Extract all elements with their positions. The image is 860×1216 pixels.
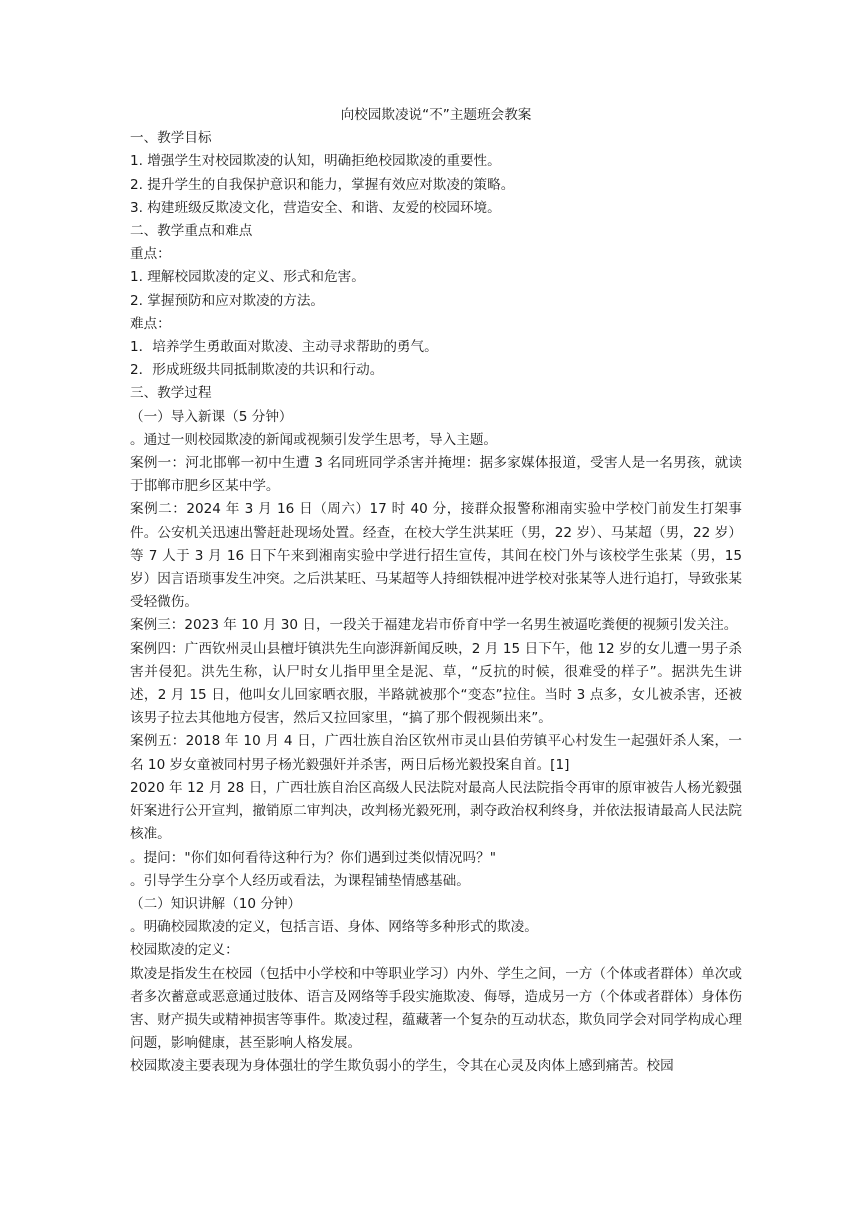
key-point-item: 2. 掌握预防和应对欺凌的方法。	[130, 292, 325, 309]
difficult-point-item: 1．培养学生勇敢面对欺凌、主动寻求帮助的勇气。	[130, 339, 438, 356]
subheading-key: 重点：	[130, 246, 171, 263]
case-paragraph: 案例一：河北邯郸一初中生遭 3 名同班同学杀害并掩埋：据多家媒体报道，受害人是一名男孩，就读于邯郸市肥乡区某中学。	[130, 455, 742, 495]
body-paragraph: 2020 年 12 月 28 日，广西壮族自治区高级人民法院对最高人民法院指令再审的原审被告人杨光毅强奸案进行公开宣判，撤销原二审判决，改判杨光毅死刑，剥夺政治权利终身，并依法报请最高人民法院核准。	[130, 779, 742, 843]
difficult-point-item: 2．形成班级共同抵制欺凌的共识和行动。	[130, 362, 384, 379]
goal-item: 2. 提升学生的自我保护意识和能力，掌握有效应对欺凌的策略。	[130, 176, 515, 193]
subheading-definition: 校园欺凌的定义：	[130, 942, 239, 959]
case-paragraph: 案例二：2024 年 3 月 16 日（周六）17 时 40 分，接群众报警称湘南实验中学校门前发生打架事件。公安机关迅速出警赶赴现场处置。经查，在校大学生洪某旺（男，22 岁）、马某超（男，22 岁）等 7 人于 3 月 16 日下午来到湘南实验中学进行招生宣传，其间在校门外与该校学生张某（男，15 岁）因言语琐事发生冲突。之后洪某旺、马某超等人持细铁棍冲进学校对张某等人进行追打，导致张某受轻微伤。	[130, 501, 742, 611]
case-paragraph: 案例三：2023 年 10 月 30 日，一段关于福建龙岩市侨育中学一名男生被逼吃粪便的视频引发关注。	[130, 617, 738, 634]
key-point-item: 1. 理解校园欺凌的定义、形式和危害。	[130, 269, 365, 286]
document-page	[130, 104, 742, 1079]
document-body	[130, 127, 742, 1078]
section-heading-process: 三、教学过程	[130, 385, 212, 402]
subheading-difficult: 难点：	[130, 315, 171, 332]
body-paragraph: 。明确校园欺凌的定义，包括言语、身体、网络等多种形式的欺凌。	[130, 919, 538, 936]
case-paragraph: 案例四：广西钦州灵山县檀圩镇洪先生向澎湃新闻反映，2 月 15 日下午，他 12 岁的女儿遭一男子杀害并侵犯。洪先生称，认尸时女儿指甲里全是泥、草，“反抗的时候，很难受的样子”。据洪先生讲述，2 月 15 日，他叫女儿回家晒衣服，半路就被那个“变态”拉住。当时 3 点多，女儿被杀害，还被该男子拉去其他地方侵害，然后又拉回家里，“搞了那个假视频出来”。	[130, 640, 742, 727]
body-paragraph: 。通过一则校园欺凌的新闻或视频引发学生思考，导入主题。	[130, 431, 498, 448]
body-paragraph: 。提问："你们如何看待这种行为？你们遇到过类似情况吗？"	[130, 849, 496, 866]
goal-item: 3. 构建班级反欺凌文化，营造安全、和谐、友爱的校园环境。	[130, 199, 501, 216]
goal-item: 1. 增强学生对校园欺凌的认知，明确拒绝校园欺凌的重要性。	[130, 153, 501, 170]
body-paragraph: 校园欺凌主要表现为身体强壮的学生欺负弱小的学生，令其在心灵及肉体上感到痛苦。校园	[130, 1058, 674, 1075]
subsection-heading-intro: （一）导入新课（5 分钟）	[130, 408, 293, 425]
case-paragraph: 案例五：2018 年 10 月 4 日，广西壮族自治区钦州市灵山县伯劳镇平心村发生一起强奸杀人案，一名 10 岁女童被同村男子杨光毅强奸并杀害，两日后杨光毅投案自首。[1]	[130, 733, 742, 773]
body-paragraph: 欺凌是指发生在校园（包括中小学校和中等职业学习）内外、学生之间，一方（个体或者群体）单次或者多次蓄意或恶意通过肢体、语言及网络等手段实施欺凌、侮辱，造成另一方（个体或者群体）身体伤害、财产损失或精神损害等事件。欺凌过程，蕴藏著一个复杂的互动状态，欺负同学会对同学构成心理问题，影响健康，甚至影响人格发展。	[130, 965, 742, 1052]
section-heading-key-points: 二、教学重点和难点	[130, 223, 253, 240]
subsection-heading-knowledge: （二）知识讲解（10 分钟）	[130, 895, 302, 912]
body-paragraph: 。引导学生分享个人经历或看法，为课程铺垫情感基础。	[130, 872, 470, 889]
section-heading-goals: 一、教学目标	[130, 130, 212, 147]
document-title: 向校园欺凌说“不”主题班会教案	[340, 107, 532, 123]
